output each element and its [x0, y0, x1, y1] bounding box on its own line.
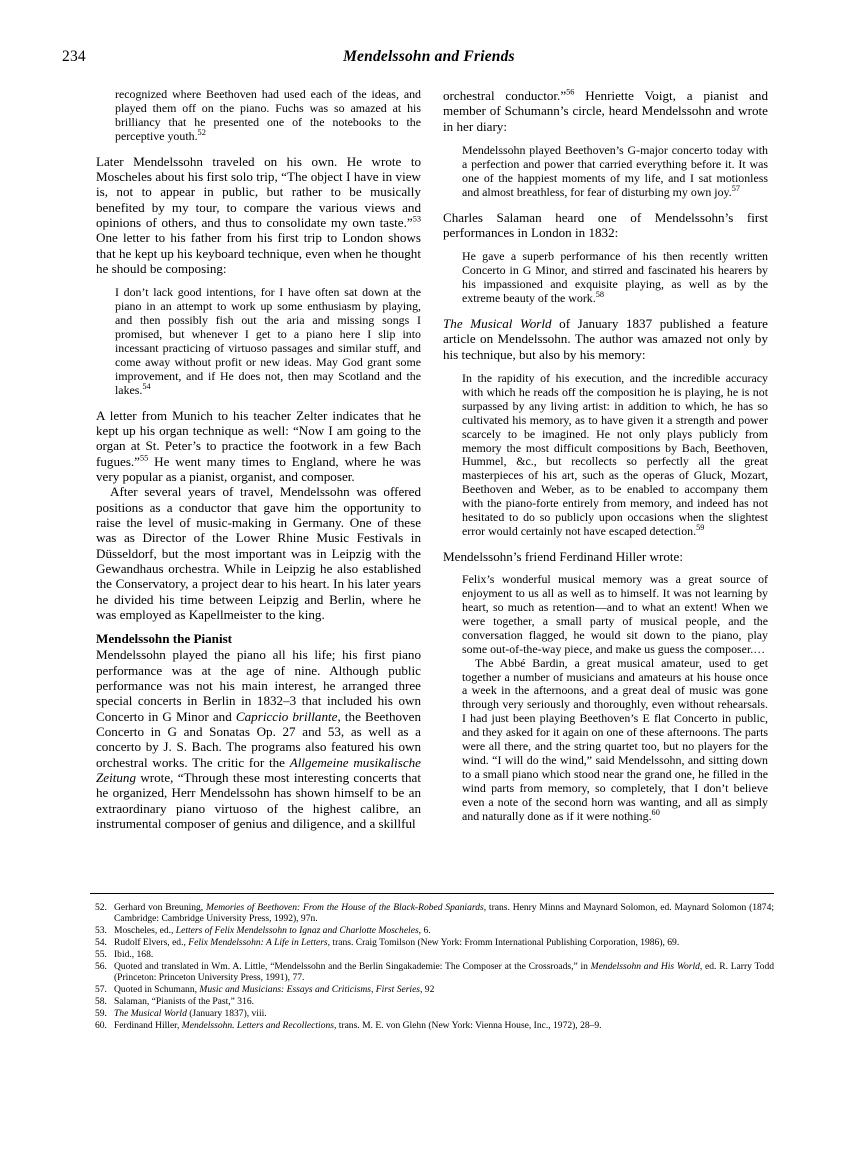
blockquote-salaman: [462, 250, 768, 306]
footnote-text: [114, 925, 774, 936]
footnote-text-run: Quoted and translated in Wm. A. Little, “Mendelssohn and the Berlin Singakademie: The Composer at the Crossroads,” in: [114, 961, 591, 973]
blockquote-voigt-diary: [462, 144, 768, 200]
footnotes-section: [90, 893, 774, 1032]
footnote-text: [114, 1008, 774, 1019]
footnote-ref-55[interactable]: 55: [140, 453, 149, 463]
quote-text: Mendelssohn played Beethoven’s G-major concerto today with a perfection and power that carried everything before it. It was one of the happiest moments of my life, and I sat motionless and almost breathless, for fear of disturbing my own joy.: [462, 143, 768, 199]
footnote-ref-60[interactable]: 60: [651, 807, 660, 817]
footnote-number: 59.: [95, 1008, 107, 1020]
footnote-entry: [90, 984, 774, 995]
paragraph-henriette-voigt: [443, 88, 768, 134]
footnote-title-italic: Letters of Felix Mendelssohn to Ignaz and Charlotte Moscheles: [175, 925, 419, 937]
quote-body: The Abbé Bardin, a great musical amateur, used to get together a number of musicians and amateurs at his house once a week in the afternoons, and a great deal of music was gone through very seriously and thoroughly, even without rehearsals. I had just been playing Beethoven’s E flat Concerto in public, and they asked for it again on one of these afternoons. The parts were all there, and the string quartet too, but no players for the wind. “I will do the wind,” said Mendelssohn, and sitting down to a small piano which stood near the grand one, he filled in the wind parts from memory, so completely, that I don’t believe even a note of the second horn was wanting, and all as simply and naturally done as if it were nothing.: [462, 655, 768, 823]
para-text-rest: of January 1837 published a feature article on Mendelssohn. The author was amazed not only by his technique, but also by his memory:: [443, 315, 768, 362]
blockquote-beethoven-ideas: [115, 88, 421, 144]
para-text-b: He went many times to England, where he was very popular as a pianist, organist, and composer.: [96, 453, 421, 484]
footnote-number: 58.: [95, 996, 107, 1008]
footnote-list: [90, 902, 774, 1031]
footnote-number: 57.: [95, 984, 107, 996]
footnote-entry: [90, 925, 774, 936]
footnote-ref-56[interactable]: 56: [566, 87, 575, 97]
para-text-b: Henriette Voigt, a pianist and member of Schumann’s circle, heard Mendelssohn and wrote in her diary:: [443, 88, 768, 134]
footnote-ref-57[interactable]: 57: [731, 183, 740, 193]
footnote-text-run: (January 1837), viii.: [186, 1008, 267, 1020]
footnote-text-run: , trans. Henry Minns and Maynard Solomon, ed. Maynard Solomon (1874; Cambridge: Cambridge University Press, 1992), 97n.: [114, 902, 775, 925]
footnote-entry: [90, 996, 774, 1007]
footnote-separator-rule: [90, 893, 774, 894]
footnote-text: [114, 961, 774, 984]
footnote-ref-59[interactable]: 59: [696, 523, 705, 532]
blockquote-hiller-memory: [462, 573, 768, 823]
paragraph-charles-salaman: Charles Salaman heard one of Mendelssohn’s first performances in London in 1832:: [443, 209, 768, 240]
quote-text: I don’t lack good intentions, for I have often sat down at the piano in an attempt to work up some enthusiasm by playing, and then possibly fish out the aria and missing songs I promised, but whenever I get to a piano here I slip into incessant practicing of virtuoso passages and similar stuff, and come away without profit or new ideas. May God grant some improvement, and if He does not, then may Scotland and the lakes.: [115, 285, 421, 397]
footnote-entry: [90, 937, 774, 948]
footnote-ref-52[interactable]: 52: [197, 127, 206, 137]
footnote-text-run: Rudolf Elvers, ed.,: [114, 937, 189, 949]
paragraph-later-mendelssohn: [96, 154, 421, 277]
footnote-text-run: , 92: [420, 984, 435, 996]
title-capriccio-brillante: Capriccio brillante: [235, 708, 338, 724]
section-heading-mendelssohn-the-pianist: Mendelssohn the Pianist: [96, 631, 233, 647]
footnote-text-run: Gerhard von Breuning,: [114, 902, 207, 913]
paragraph-pianist-career: [96, 647, 421, 831]
footnote-entry: [90, 1020, 774, 1031]
quote-text: Felix’s wonderful musical memory was a great source of enjoyment to us all as well as to himself. It was not learning by heart, so much as retention—and to what an extent! When we were together, a small party of musical people, and the conversation flagged, he would sit down to the piano, play some out-of-the-way piece, and make us guess the composer.…: [462, 572, 768, 656]
footnote-number: 55.: [95, 949, 107, 961]
footnote-title-italic: Memories of Beethoven: From the House of the Black-Robed Spaniards: [206, 902, 484, 913]
title-allgemeine-musikalische-zeitung: Allgemeine musikalische Zeitung: [96, 754, 421, 786]
quote-text-abbe-bardin: [462, 657, 768, 824]
left-column: [96, 88, 421, 831]
footnote-text: [114, 937, 774, 948]
quote-text: In the rapidity of his execution, and the incredible accuracy with which he reads off the composition he is playing, he is not surpassed by any living artist: in addition to which, he has so cultivated his memory, as to have given it a strength and power scarcely to be imagined. He not only plays publicly from memory the most difficult compositions by Bach, Beethoven, Hummel, &c., but recollects so perfectly all the great masterpieces of his art, such as the operas of Gluck, Mozart, Beethoven and Weber, as to be enabled to accompany them with the piano-forte entirely from memory, and indeed has not hesitated to do so publicly upon occasions when the slightest error would certainly not have escaped detection.: [462, 371, 768, 538]
paragraph-ferdinand-hiller: Mendelssohn’s friend Ferdinand Hiller wrote:: [443, 548, 684, 564]
footnote-ref-58[interactable]: 58: [595, 290, 605, 300]
para-text-a: Mendelssohn played the piano all his life; his first piano performance was at the age of nine. Although public performance was not his main interest, he arranged three special concerts in Berlin in 1832–3 that included his own Concerto in G Minor and: [96, 647, 421, 724]
paragraph-conductor-positions: After several years of travel, Mendelssohn was offered positions as a conductor that gave him the opportunity to raise the level of music-making in Germany. One of these was as Director of the Lower Rhine Music Festivals in Düsseldorf, but the most important was in Leipzig with the Gewandhaus orchestra. While in Leipzig he also established the Conservatory, a project dear to his heart. In his later years he divided his time between Leipzig and Berlin, where he was employed as Kapellmeister to the king.: [96, 484, 421, 623]
para-text-a: Later Mendelssohn traveled on his own. He wrote to Moscheles about his first solo trip, “The object I have in view is, not to appear in public, but rather to be musically benefited by my tour, to compare the various views and opinions of others, and thus to consolidate my own taste.”: [96, 153, 421, 230]
footnote-ref-53[interactable]: 53: [412, 214, 421, 224]
footnote-title-italic: Mendelssohn. Letters and Recollections: [181, 1020, 334, 1032]
footnote-text-run: Salaman, “Pianists of the Past,” 316.: [114, 996, 255, 1008]
footnote-number: 56.: [95, 961, 107, 973]
running-head: [62, 48, 802, 70]
footnote-ref-54[interactable]: 54: [142, 381, 151, 391]
footnote-number: 60.: [95, 1020, 107, 1032]
footnote-text-run: Ferdinand Hiller,: [114, 1020, 182, 1032]
title-the-musical-world: The Musical World: [443, 315, 552, 331]
footnote-text-run: , trans. M. E. von Glehn (New York: Vienna House, Inc., 1972), 28–9.: [333, 1020, 602, 1032]
footnote-title-italic: The Musical World: [114, 1008, 187, 1020]
footnote-entry: [90, 1008, 774, 1019]
footnote-text-run: , ed. R. Larry Todd (Princeton: Princeton University Press, 1991), 77.: [114, 961, 774, 984]
footnote-text-run: Quoted in Schumann,: [114, 984, 200, 996]
footnote-text: [114, 996, 774, 1007]
quote-text: He gave a superb performance of his then recently written Concerto in G Minor, and stirred and fascinated his hearers by his impassioned and exquisite playing, as well as by the extreme beauty of the work.: [462, 249, 768, 306]
footnote-text: [114, 1020, 774, 1031]
quote-text: recognized where Beethoven had used each of the ideas, and played them off on the piano. Fuchs was so amazed at his brilliancy that he presented one of the notebooks to the perceptive youth.: [115, 87, 421, 143]
footnote-text-run: , 6.: [418, 925, 431, 937]
footnote-text-run: trans. Craig Tomilson (New York: Fromm International Publishing Corporation, 1986), 69.: [330, 937, 680, 949]
footnote-entry: [90, 961, 774, 984]
footnote-text-run: Ibid., 168.: [114, 949, 154, 961]
body-columns: [96, 88, 768, 831]
blockquote-good-intentions: [115, 286, 421, 397]
footnote-text: [114, 949, 774, 960]
blockquote-musical-world-article: [462, 372, 768, 539]
running-head-title: Mendelssohn and Friends: [343, 48, 515, 65]
footnote-number: 52.: [95, 902, 107, 913]
page-number: 234: [62, 48, 86, 65]
para-text-c: wrote, “Through these most interesting concerts that he organized, Herr Mendelssohn has shown himself to be an extraordinary piano virtuoso of the highest calibre, an instrumental composer of genius and diligence, and a skillful: [96, 770, 421, 832]
footnote-title-italic: Felix Mendelssohn: A Life in Letters,: [188, 937, 331, 949]
footnote-number: 54.: [95, 937, 107, 949]
footnote-number: 53.: [95, 925, 107, 937]
footnote-entry: [90, 949, 774, 960]
right-column: [443, 88, 768, 831]
para-text-b: One letter to his father from his first trip to London shows that he kept up his keyboard technique, even when he thought he should be composing:: [96, 230, 421, 277]
footnote-text: [114, 984, 774, 995]
paragraph-munich-zelter: [96, 408, 421, 485]
footnote-title-italic: Music and Musicians: Essays and Criticisms, First Series: [199, 984, 421, 996]
paragraph-musical-world: [443, 316, 768, 362]
footnote-text-run: Moscheles, ed.,: [114, 925, 176, 937]
para-text-b: , the Beethoven Concerto in G and Sonatas Op. 27 and 53, as well as a concerto by J. S. Bach. The programs also featured his own orchestral works. The critic for the: [96, 708, 421, 770]
footnote-text: [114, 902, 774, 925]
footnote-entry: [90, 902, 774, 925]
para-text-a: orchestral conductor.”: [443, 88, 567, 103]
para-text-a: A letter from Munich to his teacher Zelter indicates that he kept up his organ technique as well: “Now I am going to the organ at St. Peter’s to practice the footwork in a few Bach fugues.”: [96, 407, 421, 469]
footnote-title-italic: Mendelssohn and His World: [590, 961, 700, 973]
